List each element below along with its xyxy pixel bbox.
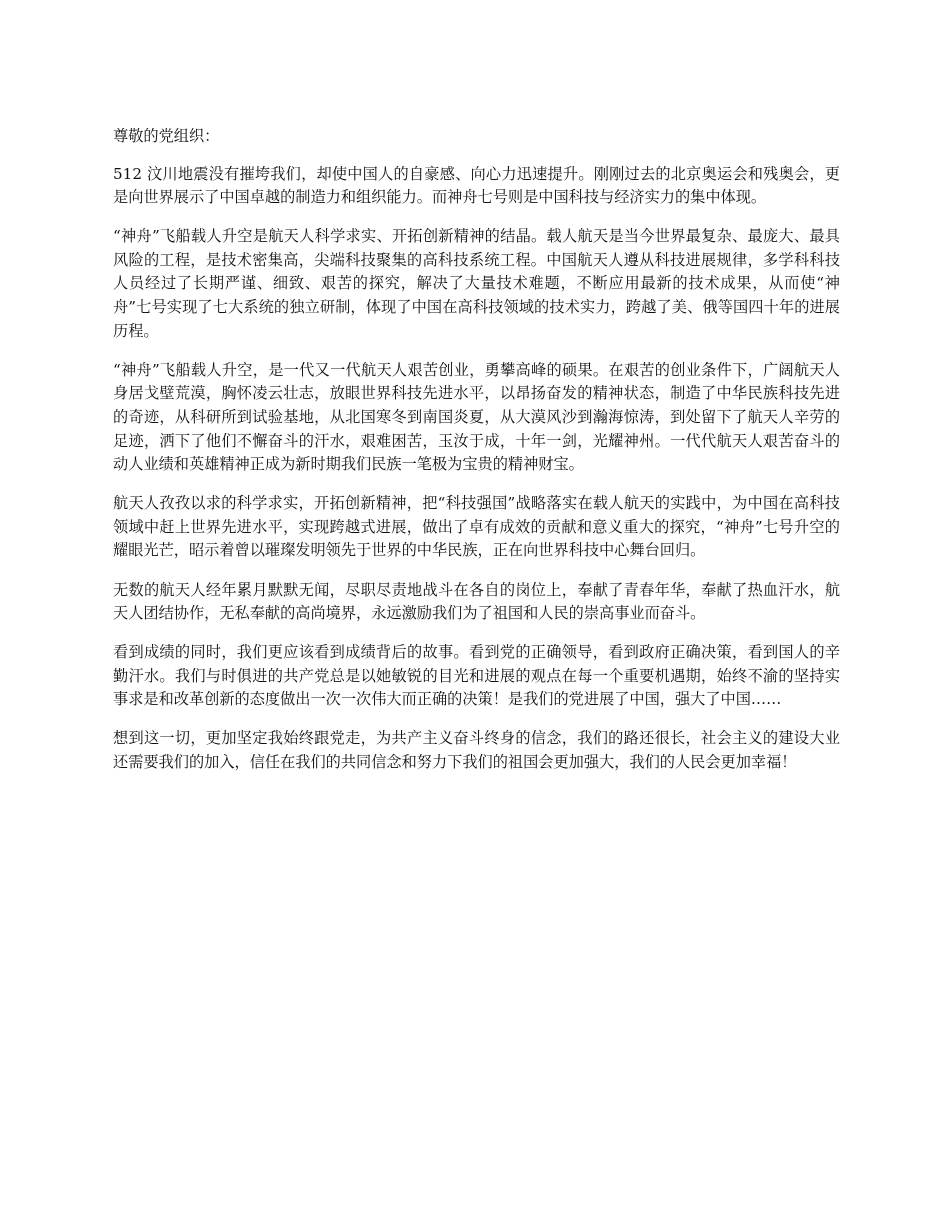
salutation: 尊敬的党组织： (113, 127, 220, 145)
paragraph-2: “神舟”飞船载人升空是航天人科学求实、开拓创新精神的结晶。载人航天是当今世界最复杂、最庞大、最具风险的工程，是技术密集高，尖端科技聚集的高科技系统工程。中国航天人遵从科技进展规律，多学科科技人员经过了长期严谨、细致、艰苦的探究，解决了大量技术难题，不断应用最新的技术成果，从而使“神舟”七号实现了七大系统的独立研制，体现了中国在高科技领域的技术实力，跨越了美、俄等国四十年的进展历程。 (113, 227, 840, 340)
paragraph-1: 512 汶川地震没有摧垮我们，却使中国人的自豪感、向心力迅速提升。刚刚过去的北京奥运会和残奥会，更是向世界展示了中国卓越的制造力和组织能力。而神舟七号则是中国科技与经济实力的集中体现。 (113, 164, 840, 207)
paragraph-4: 航天人孜孜以求的科学求实，开拓创新精神，把“科技强国”战略落实在载人航天的实践中，为中国在高科技领域中赶上世界先进水平，实现跨越式进展，做出了卓有成效的贡献和意义重大的探究，“神舟”七号升空的耀眼光芒，昭示着曾以璀璨发明领先于世界的中华民族，正在向世界科技中心舞台回归。 (113, 494, 840, 560)
paragraph-7: 想到这一切，更加坚定我始终跟党走，为共产主义奋斗终身的信念，我们的路还很长，社会主义的建设大业还需要我们的加入，信任在我们的共同信念和努力下我们的祖国会更加强大，我们的人民会更加幸福！ (113, 729, 840, 772)
paragraph-5: 无数的航天人经年累月默默无闻，尽职尽责地战斗在各自的岗位上，奉献了青春年华，奉献了热血汗水，航天人团结协作，无私奉献的高尚境界，永远激励我们为了祖国和人民的崇高事业而奋斗。 (113, 580, 840, 623)
paragraph-6: 看到成绩的同时，我们更应该看到成绩背后的故事。看到党的正确领导，看到政府正确决策，看到国人的辛勤汗水。我们与时俱进的共产党总是以她敏锐的目光和进展的观点在每一个重要机遇期，始终不渝的坚持实事求是和改革创新的态度做出一次一次伟大而正确的决策！是我们的党进展了中国，强大了中国…… (113, 643, 840, 709)
paragraph-3: “神舟”飞船载人升空，是一代又一代航天人艰苦创业，勇攀高峰的硕果。在艰苦的创业条件下，广阔航天人身居戈壁荒漠，胸怀凌云壮志，放眼世界科技先进水平，以昂扬奋发的精神状态，制造了中华民族科技先进的奇迹，从科研所到试验基地，从北国寒冬到南国炎夏，从大漠风沙到瀚海惊涛，到处留下了航天人辛劳的足迹，洒下了他们不懈奋斗的汗水，艰难困苦，玉汝于成，十年一剑，光耀神州。一代代航天人艰苦奋斗的动人业绩和英雄精神正成为新时期我们民族一笔极为宝贵的精神财宝。 (113, 360, 840, 474)
